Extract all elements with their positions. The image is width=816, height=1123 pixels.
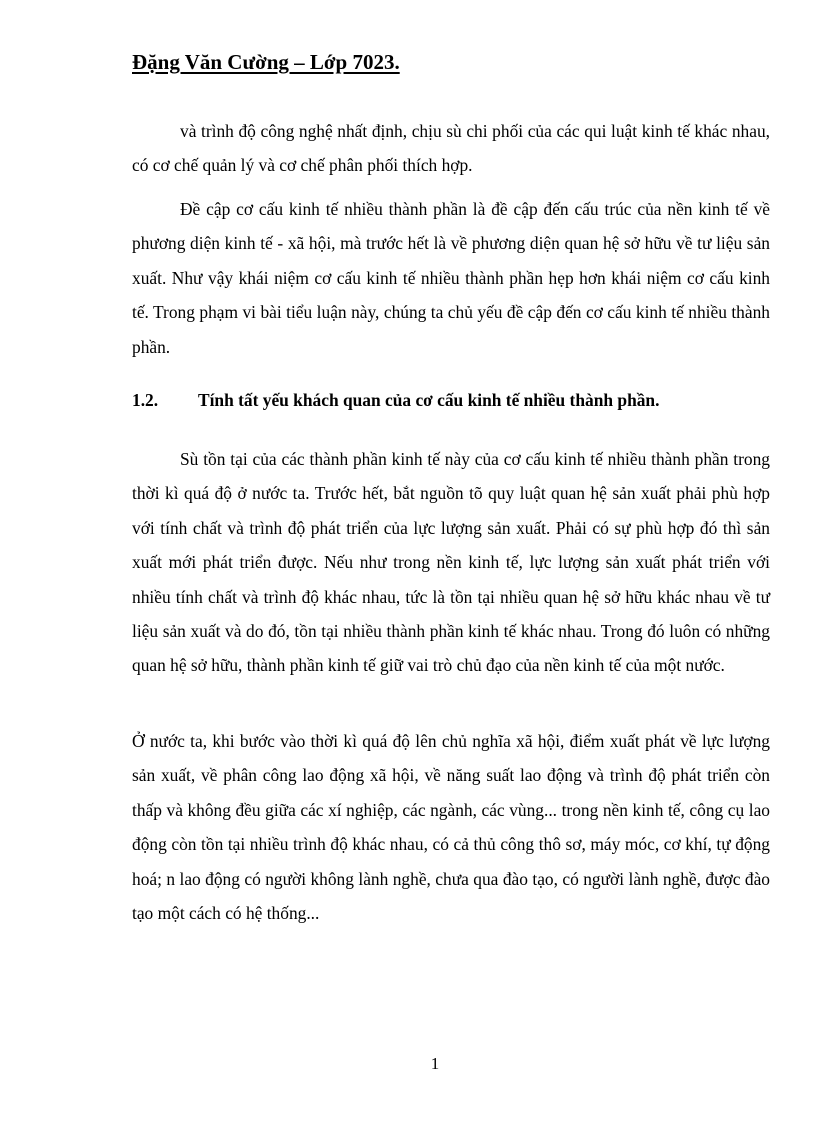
page-header: Đặng Văn Cường – Lớp 7023.: [132, 50, 400, 74]
paragraph-1: và trình độ công nghệ nhất định, chịu sù chi phối của các qui luật kinh tế khác nhau, có cơ chế quản lý và cơ chế phân phối thích hợp.: [132, 121, 770, 176]
section-title: Tính tất yếu khách quan của cơ cấu kinh tế nhiều thành phần.: [198, 390, 660, 410]
paragraph-3: Sù tồn tại của các thành phần kinh tế này của cơ cấu kinh tế nhiều thành phần trong thời kì quá độ ở nước ta. Trước hết, bắt nguồn tõ quy luật quan hệ sản xuất phải phù hợp với tính chất và trình độ phát triển của lực lượng sản xuất. Phải có sự phù hợp đó thì sản xuất mới phát triển được. Nếu như trong nền kinh tế, lực lượng sản xuất phát triển với nhiều tính chất và trình độ khác nhau, tức là tồn tại nhiều quan hệ sở hữu khác nhau về tư liệu sản xuất và do đó, tồn tại nhiều thành phần kinh tế khác nhau. Trong đó luôn có những quan hệ sở hữu, thành phần kinh tế giữ vai trò chủ đạo của nền kinh tế của một nước.: [132, 449, 770, 676]
page-number: 1: [430, 1054, 440, 1073]
section-number: 1.2.: [132, 390, 159, 410]
paragraph-4: Ở nước ta, khi bước vào thời kì quá độ lên chủ nghĩa xã hội, điểm xuất phát về lực lượng sản xuất, về phân công lao động xã hội, về năng suất lao động và trình độ phát triển còn thấp và không đều giữa các xí nghiệp, các ngành, các vùng... trong nền kinh tế, công cụ lao động còn tồn tại nhiều trình độ khác nhau, có cả thủ công thô sơ, máy móc, cơ khí, tự động hoá; n lao động có người không lành nghề, chưa qua đào tạo, có người lành nghề, được đào tạo một cách có hệ thống...: [132, 731, 770, 924]
section-heading: [132, 390, 772, 411]
paragraph-2: Đề cập cơ cấu kinh tế nhiều thành phần là đề cập đến cấu trúc của nền kinh tế về phương diện kinh tế - xã hội, mà trước hết là về phương diện quan hệ sở hữu về tư liệu sản xuất. Như vậy khái niệm cơ cấu kinh tế nhiều thành phần hẹp hơn khái niệm cơ cấu kinh tế. Trong phạm vi bài tiểu luận này, chúng ta chủ yếu đề cập đến cơ cấu kinh tế nhiều thành phần.: [132, 199, 770, 357]
